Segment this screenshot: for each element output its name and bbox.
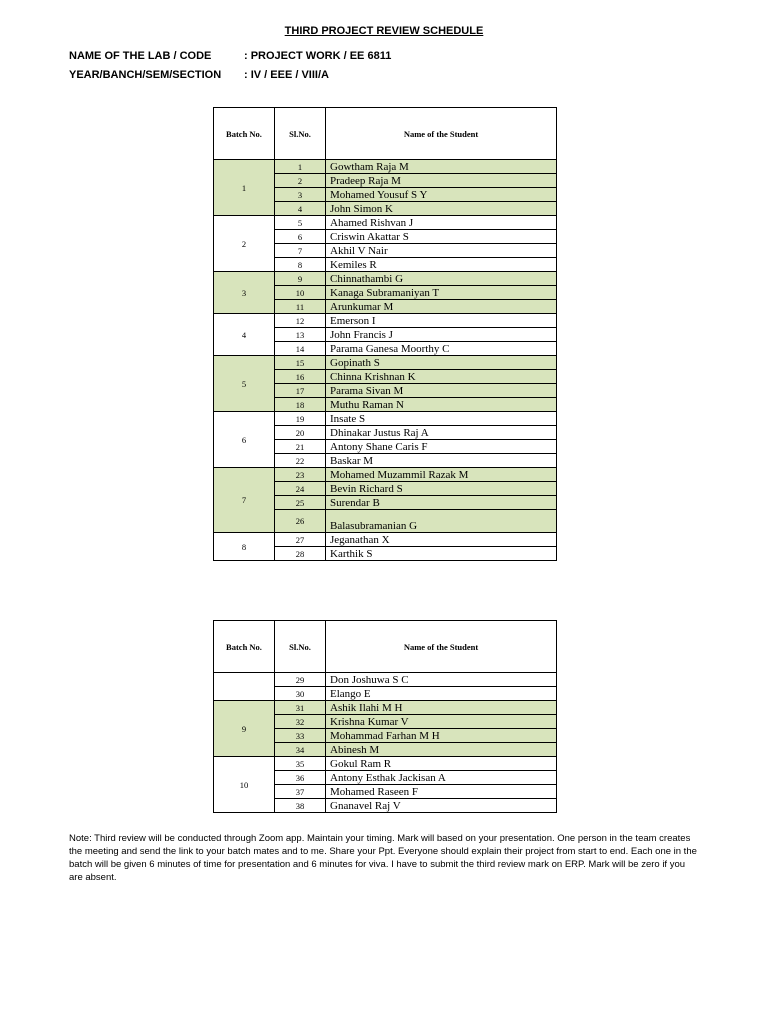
- student-name-cell: Pradeep Raja M: [326, 174, 557, 188]
- lab-code-line: [69, 50, 391, 62]
- student-name-cell: Jeganathan X: [326, 533, 557, 547]
- serial-number-cell: 7: [275, 244, 326, 258]
- student-name-header: Name of the Student: [326, 621, 557, 673]
- student-name-cell: Chinna Krishnan K: [326, 370, 557, 384]
- serial-number-cell: 1: [275, 160, 326, 174]
- review-note: Note: Third review will be conducted through Zoom app. Maintain your timing. Mark will based on your presentation. One person in the team creates the meeting and send the link to your batch mates and to me. Share your Ppt. Everyone should explain their project from start to end. Each one in the batch will be given 6 minutes of time for presentation and 6 minutes for viva. I have to submit the third review mark on ERP. Mark will be zero if you are absent.: [69, 833, 697, 883]
- serial-number-cell: 3: [275, 188, 326, 202]
- student-name-cell: Gowtham Raja M: [326, 160, 557, 174]
- batch-number-cell: 2: [214, 216, 275, 272]
- table-row: [214, 272, 557, 286]
- student-name-cell: Parama Sivan M: [326, 384, 557, 398]
- serial-number-cell: 17: [275, 384, 326, 398]
- table-row: [214, 412, 557, 426]
- serial-number-cell: 2: [275, 174, 326, 188]
- student-name-cell: Emerson I: [326, 314, 557, 328]
- serial-number-cell: 32: [275, 715, 326, 729]
- student-name-cell: Baskar M: [326, 454, 557, 468]
- serial-number-cell: 25: [275, 496, 326, 510]
- table-row: [214, 160, 557, 174]
- serial-number-cell: 26: [275, 510, 326, 533]
- sl-no-header: Sl.No.: [275, 621, 326, 673]
- sl-no-header: Sl.No.: [275, 108, 326, 160]
- schedule-table-1: [213, 107, 557, 561]
- student-name-cell: Balasubramanian G: [326, 510, 557, 533]
- student-name-cell: Mohamed Muzammil Razak M: [326, 468, 557, 482]
- student-name-cell: Krishna Kumar V: [326, 715, 557, 729]
- serial-number-cell: 6: [275, 230, 326, 244]
- student-name-cell: John Simon K: [326, 202, 557, 216]
- table-row: [214, 468, 557, 482]
- student-name-cell: Abinesh M: [326, 743, 557, 757]
- serial-number-cell: 18: [275, 398, 326, 412]
- student-name-cell: Dhinakar Justus Raj A: [326, 426, 557, 440]
- serial-number-cell: 24: [275, 482, 326, 496]
- student-name-cell: Gokul Ram R: [326, 757, 557, 771]
- student-name-cell: John Francis J: [326, 328, 557, 342]
- year-section-line: [69, 69, 329, 81]
- table-2-body: [214, 673, 557, 813]
- serial-number-cell: 23: [275, 468, 326, 482]
- student-name-cell: Ashik Ilahi M H: [326, 701, 557, 715]
- batch-number-cell: 7: [214, 468, 275, 533]
- student-name-cell: Bevin Richard S: [326, 482, 557, 496]
- student-name-cell: Chinnathambi G: [326, 272, 557, 286]
- page-title: THIRD PROJECT REVIEW SCHEDULE: [284, 25, 484, 37]
- student-name-cell: Arunkumar M: [326, 300, 557, 314]
- batch-number-cell: 6: [214, 412, 275, 468]
- serial-number-cell: 20: [275, 426, 326, 440]
- student-name-cell: Parama Ganesa Moorthy C: [326, 342, 557, 356]
- table-1-body: [214, 160, 557, 561]
- student-name-cell: Don Joshuwa S C: [326, 673, 557, 687]
- serial-number-cell: 4: [275, 202, 326, 216]
- student-name-cell: Elango E: [326, 687, 557, 701]
- student-name-cell: Kemiles R: [326, 258, 557, 272]
- student-name-cell: Mohammad Farhan M H: [326, 729, 557, 743]
- table-row: [214, 701, 557, 715]
- student-name-cell: Karthik S: [326, 547, 557, 561]
- serial-number-cell: 5: [275, 216, 326, 230]
- batch-number-cell: 10: [214, 757, 275, 813]
- serial-number-cell: 35: [275, 757, 326, 771]
- serial-number-cell: 38: [275, 799, 326, 813]
- serial-number-cell: 28: [275, 547, 326, 561]
- serial-number-cell: 10: [275, 286, 326, 300]
- student-name-cell: Kanaga Subramaniyan T: [326, 286, 557, 300]
- serial-number-cell: 15: [275, 356, 326, 370]
- serial-number-cell: 9: [275, 272, 326, 286]
- batch-number-cell: 4: [214, 314, 275, 356]
- student-name-cell: Ahamed Rishvan J: [326, 216, 557, 230]
- serial-number-cell: 8: [275, 258, 326, 272]
- table-row: [214, 757, 557, 771]
- serial-number-cell: 33: [275, 729, 326, 743]
- serial-number-cell: 37: [275, 785, 326, 799]
- student-name-cell: Insate S: [326, 412, 557, 426]
- table-header-row: [214, 621, 557, 673]
- table-row: [214, 216, 557, 230]
- batch-number-cell: 3: [214, 272, 275, 314]
- student-name-cell: Gnanavel Raj V: [326, 799, 557, 813]
- batch-no-header: Batch No.: [214, 108, 275, 160]
- student-name-cell: Antony Esthak Jackisan A: [326, 771, 557, 785]
- serial-number-cell: 30: [275, 687, 326, 701]
- table-row: [214, 533, 557, 547]
- serial-number-cell: 36: [275, 771, 326, 785]
- serial-number-cell: 34: [275, 743, 326, 757]
- schedule-table-2: [213, 620, 557, 813]
- student-name-cell: Criswin Akattar S: [326, 230, 557, 244]
- serial-number-cell: 31: [275, 701, 326, 715]
- student-name-cell: Antony Shane Caris F: [326, 440, 557, 454]
- lab-code-label: NAME OF THE LAB / CODE: [69, 50, 212, 62]
- serial-number-cell: 13: [275, 328, 326, 342]
- batch-number-cell: 9: [214, 701, 275, 757]
- batch-number-cell: 1: [214, 160, 275, 216]
- table-row: [214, 314, 557, 328]
- student-name-cell: Akhil V Nair: [326, 244, 557, 258]
- serial-number-cell: 11: [275, 300, 326, 314]
- student-name-cell: Surendar B: [326, 496, 557, 510]
- student-name-cell: Muthu Raman N: [326, 398, 557, 412]
- student-name-cell: Gopinath S: [326, 356, 557, 370]
- serial-number-cell: 29: [275, 673, 326, 687]
- year-section-label: YEAR/BANCH/SEM/SECTION: [69, 69, 222, 81]
- year-section-value: : IV / EEE / VIII/A: [244, 69, 329, 81]
- serial-number-cell: 12: [275, 314, 326, 328]
- serial-number-cell: 19: [275, 412, 326, 426]
- serial-number-cell: 21: [275, 440, 326, 454]
- batch-no-header: Batch No.: [214, 621, 275, 673]
- serial-number-cell: 27: [275, 533, 326, 547]
- serial-number-cell: 16: [275, 370, 326, 384]
- batch-number-cell: 5: [214, 356, 275, 412]
- table-row: [214, 673, 557, 687]
- serial-number-cell: 22: [275, 454, 326, 468]
- table-header-row: [214, 108, 557, 160]
- lab-code-value: : PROJECT WORK / EE 6811: [244, 50, 392, 62]
- batch-number-cell: [214, 673, 275, 701]
- serial-number-cell: 14: [275, 342, 326, 356]
- student-name-header: Name of the Student: [326, 108, 557, 160]
- student-name-cell: Mohamed Yousuf S Y: [326, 188, 557, 202]
- student-name-cell: Mohamed Raseen F: [326, 785, 557, 799]
- table-row: [214, 356, 557, 370]
- batch-number-cell: 8: [214, 533, 275, 561]
